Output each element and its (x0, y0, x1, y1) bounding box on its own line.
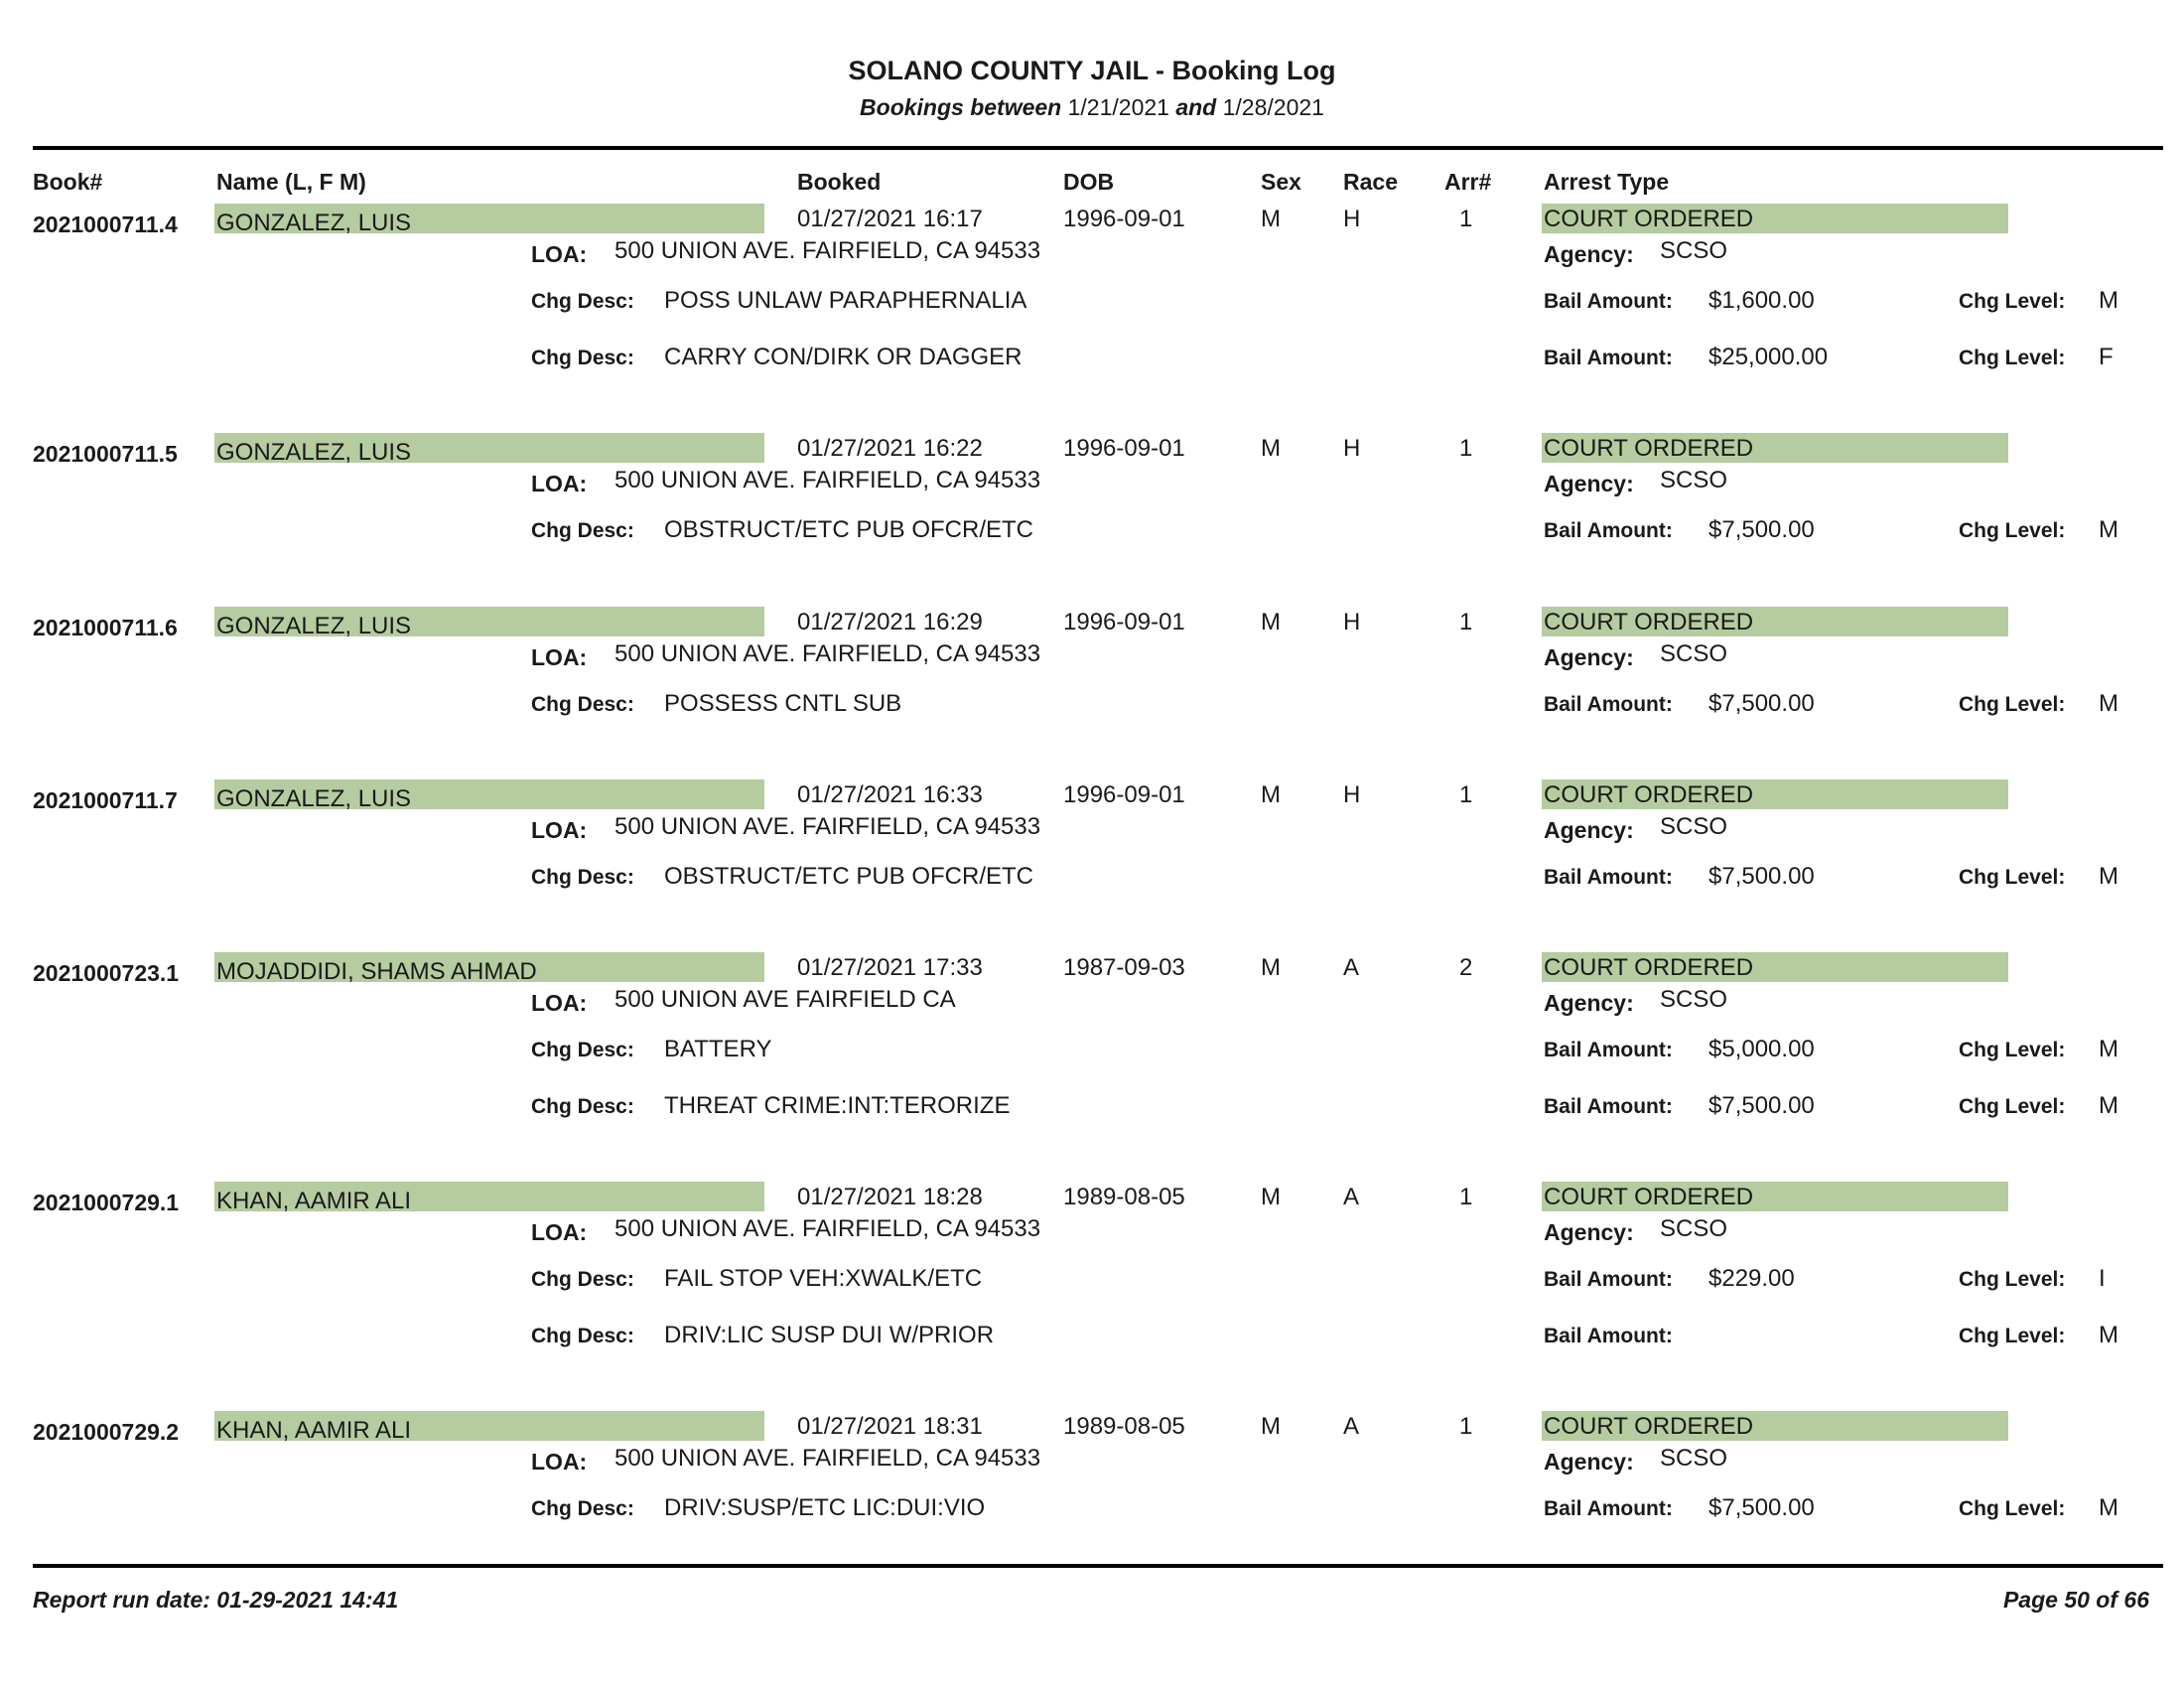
loa-address: 500 UNION AVE FAIRFIELD CA (614, 986, 956, 1013)
booked-datetime: 01/27/2021 17:33 (797, 954, 983, 981)
col-header-arr: Arr# (1444, 169, 1492, 195)
agency: SCSO (1660, 986, 1728, 1013)
bail-amount-label: Bail Amount: (1544, 1497, 1673, 1520)
col-header-race: Race (1343, 169, 1398, 195)
date-of-birth: 1996-09-01 (1063, 781, 1185, 808)
end-date: 1/28/2021 (1222, 94, 1324, 120)
bail-amount-label: Bail Amount: (1544, 1325, 1673, 1347)
charge-level: M (2099, 287, 2118, 314)
charge-level: M (2099, 1494, 2118, 1521)
bail-amount: $7,500.00 (1708, 863, 1815, 890)
agency: SCSO (1660, 467, 1728, 493)
loa-label: LOA: (531, 644, 588, 670)
charge-level: M (2099, 1322, 2118, 1348)
inmate-name: MOJADDIDI, SHAMS AHMAD (216, 958, 537, 985)
booked-datetime: 01/27/2021 16:17 (797, 206, 983, 232)
page-number: Page 50 of 66 (2002, 1587, 2149, 1613)
charge-level: F (2099, 344, 2114, 370)
charge-description: OBSTRUCT/ETC PUB OFCR/ETC (664, 863, 1034, 890)
arrest-type: COURT ORDERED (1544, 609, 1754, 635)
bail-amount-label: Bail Amount: (1544, 693, 1673, 716)
report-title: SOLANO COUNTY JAIL - Booking Log (848, 56, 1336, 85)
booked-datetime: 01/27/2021 16:22 (797, 435, 983, 462)
charge-description: THREAT CRIME:INT:TERORIZE (664, 1092, 1011, 1119)
sex: M (1261, 781, 1281, 808)
charge-level-label: Chg Level: (1959, 347, 2066, 369)
inmate-name: GONZALEZ, LUIS (216, 613, 412, 639)
arrest-type: COURT ORDERED (1544, 1413, 1754, 1440)
charge-level-label: Chg Level: (1959, 1268, 2066, 1291)
sex: M (1261, 435, 1281, 462)
col-header-book: Book# (33, 169, 103, 195)
arrest-number: 1 (1459, 1184, 1473, 1210)
sex: M (1261, 609, 1281, 635)
start-date: 1/21/2021 (1067, 94, 1169, 120)
charge-description: DRIV:LIC SUSP DUI W/PRIOR (664, 1322, 995, 1348)
loa-label: LOA: (531, 471, 588, 496)
agency: SCSO (1660, 640, 1728, 667)
charge-desc-label: Chg Desc: (531, 290, 634, 313)
book-number: 2021000711.7 (33, 787, 178, 813)
arrest-number: 1 (1459, 435, 1473, 462)
charge-desc-label: Chg Desc: (531, 1095, 634, 1118)
charge-level: M (2099, 516, 2118, 543)
agency-label: Agency: (1544, 817, 1634, 843)
race: H (1343, 435, 1361, 462)
charge-description: POSSESS CNTL SUB (664, 690, 902, 717)
charge-desc-label: Chg Desc: (531, 347, 634, 369)
book-number: 2021000711.5 (33, 441, 178, 467)
loa-label: LOA: (531, 990, 588, 1016)
sex: M (1261, 206, 1281, 232)
arrest-type: COURT ORDERED (1544, 435, 1754, 462)
bail-amount-label: Bail Amount: (1544, 1095, 1673, 1118)
agency-label: Agency: (1544, 1219, 1634, 1245)
col-header-booked: Booked (797, 169, 882, 195)
booked-datetime: 01/27/2021 18:28 (797, 1184, 983, 1210)
agency-label: Agency: (1544, 241, 1634, 267)
agency-label: Agency: (1544, 644, 1634, 670)
charge-desc-label: Chg Desc: (531, 519, 634, 542)
bail-amount: $1,600.00 (1708, 287, 1815, 314)
charge-description: CARRY CON/DIRK OR DAGGER (664, 344, 1023, 370)
subtitle-and: and (1175, 94, 1217, 120)
date-of-birth: 1996-09-01 (1063, 206, 1185, 232)
agency: SCSO (1660, 1215, 1728, 1242)
charge-level-label: Chg Level: (1959, 1325, 2066, 1347)
loa-label: LOA: (531, 817, 588, 843)
book-number: 2021000729.1 (33, 1190, 180, 1215)
book-number: 2021000729.2 (33, 1419, 180, 1445)
charge-desc-label: Chg Desc: (531, 1268, 634, 1291)
charge-level-label: Chg Level: (1959, 1095, 2066, 1118)
col-header-dob: DOB (1063, 169, 1115, 195)
loa-label: LOA: (531, 1449, 588, 1475)
booking-record (0, 204, 2184, 422)
date-of-birth: 1996-09-01 (1063, 435, 1185, 462)
agency: SCSO (1660, 1445, 1728, 1472)
arrest-number: 1 (1459, 781, 1473, 808)
booking-record (0, 1182, 2184, 1400)
booked-datetime: 01/27/2021 16:33 (797, 781, 983, 808)
race: H (1343, 781, 1361, 808)
bail-amount-label: Bail Amount: (1544, 1039, 1673, 1061)
booking-record (0, 952, 2184, 1171)
book-number: 2021000711.4 (33, 211, 178, 237)
inmate-name: GONZALEZ, LUIS (216, 439, 412, 466)
booked-datetime: 01/27/2021 16:29 (797, 609, 983, 635)
bail-amount: $5,000.00 (1708, 1036, 1815, 1062)
charge-level-label: Chg Level: (1959, 519, 2066, 542)
book-number: 2021000711.6 (33, 615, 178, 640)
col-header-sex: Sex (1261, 169, 1301, 195)
col-header-name: Name (L, F M) (216, 169, 366, 195)
charge-level-label: Chg Level: (1959, 290, 2066, 313)
charge-description: DRIV:SUSP/ETC LIC:DUI:VIO (664, 1494, 986, 1521)
charge-level-label: Chg Level: (1959, 1497, 2066, 1520)
bail-amount: $229.00 (1708, 1265, 1795, 1292)
subtitle-prefix: Bookings between (860, 94, 1062, 120)
race: A (1343, 954, 1360, 981)
bail-amount: $25,000.00 (1708, 344, 1829, 370)
date-of-birth: 1989-08-05 (1063, 1413, 1185, 1440)
bail-amount-label: Bail Amount: (1544, 866, 1673, 889)
charge-description: BATTERY (664, 1036, 772, 1062)
race: A (1343, 1413, 1360, 1440)
arrest-number: 1 (1459, 609, 1473, 635)
arrest-number: 1 (1459, 206, 1473, 232)
agency-label: Agency: (1544, 1449, 1634, 1475)
loa-address: 500 UNION AVE. FAIRFIELD, CA 94533 (614, 640, 1041, 667)
agency-label: Agency: (1544, 990, 1634, 1016)
inmate-name: KHAN, AAMIR ALI (216, 1188, 412, 1214)
charge-desc-label: Chg Desc: (531, 1039, 634, 1061)
bail-amount: $7,500.00 (1708, 1092, 1815, 1119)
bail-amount-label: Bail Amount: (1544, 519, 1673, 542)
arrest-number: 1 (1459, 1413, 1473, 1440)
charge-description: OBSTRUCT/ETC PUB OFCR/ETC (664, 516, 1034, 543)
date-of-birth: 1987-09-03 (1063, 954, 1185, 981)
race: H (1343, 609, 1361, 635)
col-header-arrest-type: Arrest Type (1544, 169, 1670, 195)
arrest-type: COURT ORDERED (1544, 1184, 1754, 1210)
loa-address: 500 UNION AVE. FAIRFIELD, CA 94533 (614, 467, 1041, 493)
arrest-number: 2 (1459, 954, 1473, 981)
date-of-birth: 1996-09-01 (1063, 609, 1185, 635)
arrest-type: COURT ORDERED (1544, 206, 1754, 232)
bail-amount: $7,500.00 (1708, 516, 1815, 543)
race: H (1343, 206, 1361, 232)
arrest-type: COURT ORDERED (1544, 781, 1754, 808)
loa-address: 500 UNION AVE. FAIRFIELD, CA 94533 (614, 1215, 1041, 1242)
charge-description: POSS UNLAW PARAPHERNALIA (664, 287, 1027, 314)
header-rule (33, 146, 2163, 150)
report-subtitle (0, 94, 2184, 121)
agency: SCSO (1660, 237, 1728, 264)
bail-amount-label: Bail Amount: (1544, 347, 1673, 369)
charge-level: I (2099, 1265, 2106, 1292)
arrest-type: COURT ORDERED (1544, 954, 1754, 981)
charge-desc-label: Chg Desc: (531, 1325, 634, 1347)
loa-label: LOA: (531, 241, 588, 267)
charge-level: M (2099, 690, 2118, 717)
booked-datetime: 01/27/2021 18:31 (797, 1413, 983, 1440)
charge-level: M (2099, 1092, 2118, 1119)
charge-description: FAIL STOP VEH:XWALK/ETC (664, 1265, 983, 1292)
inmate-name: GONZALEZ, LUIS (216, 210, 412, 236)
charge-desc-label: Chg Desc: (531, 1497, 634, 1520)
bail-amount: $7,500.00 (1708, 690, 1815, 717)
bail-amount-label: Bail Amount: (1544, 1268, 1673, 1291)
book-number: 2021000723.1 (33, 960, 180, 986)
sex: M (1261, 954, 1281, 981)
charge-level: M (2099, 1036, 2118, 1062)
bail-amount: $7,500.00 (1708, 1494, 1815, 1521)
loa-address: 500 UNION AVE. FAIRFIELD, CA 94533 (614, 237, 1041, 264)
charge-level-label: Chg Level: (1959, 1039, 2066, 1061)
agency: SCSO (1660, 813, 1728, 840)
sex: M (1261, 1184, 1281, 1210)
footer-rule (33, 1564, 2163, 1568)
inmate-name: KHAN, AAMIR ALI (216, 1417, 412, 1444)
loa-label: LOA: (531, 1219, 588, 1245)
loa-address: 500 UNION AVE. FAIRFIELD, CA 94533 (614, 813, 1041, 840)
agency-label: Agency: (1544, 471, 1634, 496)
race: A (1343, 1184, 1360, 1210)
date-of-birth: 1989-08-05 (1063, 1184, 1185, 1210)
sex: M (1261, 1413, 1281, 1440)
report-run-date: Report run date: 01-29-2021 14:41 (33, 1587, 399, 1613)
inmate-name: GONZALEZ, LUIS (216, 785, 412, 812)
charge-level-label: Chg Level: (1959, 693, 2066, 716)
charge-level-label: Chg Level: (1959, 866, 2066, 889)
charge-desc-label: Chg Desc: (531, 693, 634, 716)
charge-level: M (2099, 863, 2118, 890)
charge-desc-label: Chg Desc: (531, 866, 634, 889)
loa-address: 500 UNION AVE. FAIRFIELD, CA 94533 (614, 1445, 1041, 1472)
bail-amount-label: Bail Amount: (1544, 290, 1673, 313)
